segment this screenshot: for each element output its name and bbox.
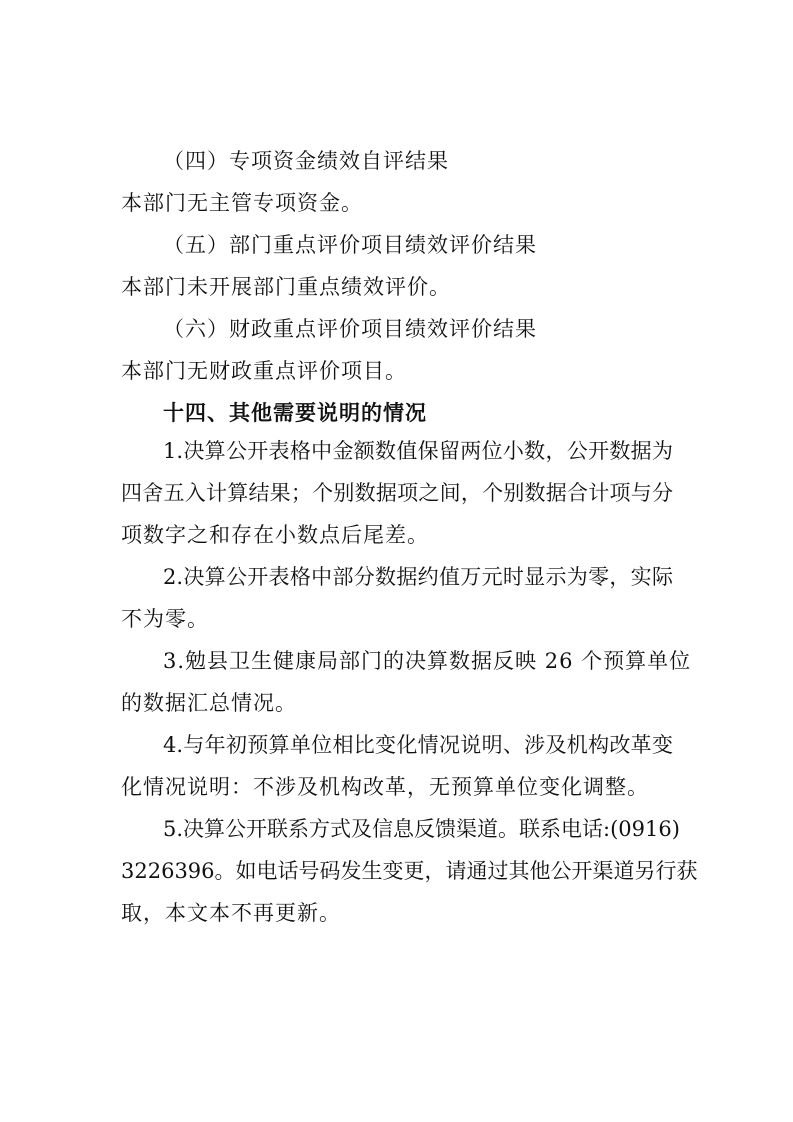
paragraph-1-line-1: 1.决算公开表格中金额数值保留两位小数，公开数据为 xyxy=(163,439,673,463)
paragraph-4-line-1: 4.与年初预算单位相比变化情况说明、涉及机构改革变 xyxy=(163,733,673,757)
paragraph-1-line-2: 四舍五入计算结果；个别数据项之间，个别数据合计项与分 xyxy=(121,481,673,505)
paragraph-2-line-1: 2.决算公开表格中部分数据约值万元时显示为零，实际 xyxy=(163,565,673,589)
section-4-title: （四）专项资金绩效自评结果 xyxy=(163,149,449,173)
paragraph-5-line-1: 5.决算公开联系方式及信息反馈渠道。联系电话:(0916) xyxy=(163,817,680,841)
section-4-body: 本部门无主管专项资金。 xyxy=(121,191,363,215)
paragraph-5-line-3: 取，本文本不再更新。 xyxy=(121,901,341,925)
paragraph-1-line-3: 项数字之和存在小数点后尾差。 xyxy=(121,523,429,547)
section-14-heading: 十四、其他需要说明的情况 xyxy=(163,400,427,425)
section-6-body: 本部门无财政重点评价项目。 xyxy=(121,359,407,383)
paragraph-5-line-2: 3226396。如电话号码发生变更，请通过其他公开渠道另行获 xyxy=(121,859,698,883)
paragraph-4-line-2: 化情况说明：不涉及机构改革，无预算单位变化调整。 xyxy=(121,775,649,799)
paragraph-3-line-1: 3.勉县卫生健康局部门的决算数据反映 26 个预算单位 xyxy=(163,649,692,673)
section-6-title: （六）财政重点评价项目绩效评价结果 xyxy=(163,317,537,341)
section-5-title: （五）部门重点评价项目绩效评价结果 xyxy=(163,233,537,257)
section-5-body: 本部门未开展部门重点绩效评价。 xyxy=(121,275,451,299)
paragraph-3-line-2: 的数据汇总情况。 xyxy=(121,691,297,715)
paragraph-2-line-2: 不为零。 xyxy=(121,607,209,631)
